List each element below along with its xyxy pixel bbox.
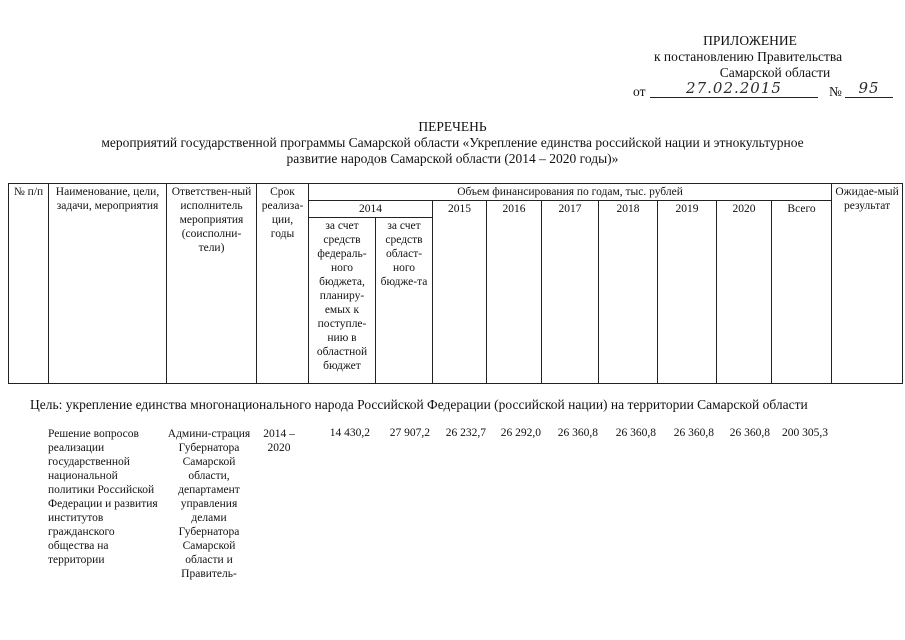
col-result-header: Ожидае-мый результат <box>832 184 903 384</box>
from-label: от <box>633 84 646 99</box>
year-2016-header: 2016 <box>487 201 542 384</box>
appendix-label: ПРИЛОЖЕНИЕ <box>703 33 797 48</box>
signed-date: 27.02.2015 <box>650 79 818 98</box>
year-2014-header: 2014 <box>309 201 433 218</box>
col-responsible-header: Ответствен-ный исполнитель мероприятия (соисполни-тели) <box>167 184 257 384</box>
document-number: 95 <box>845 79 893 98</box>
year-2015-header: 2015 <box>433 201 487 384</box>
number-label: № <box>829 84 842 99</box>
federal-budget-subheader: за счет средств федераль-ного бюджета, планиру-емых к поступле-нию в областной бюджет <box>309 218 376 384</box>
row-term: 2014 – 2020 <box>263 428 295 454</box>
value-2014-regional: 27 907,2 <box>389 427 430 439</box>
year-2018-header: 2018 <box>599 201 658 384</box>
col-number-header: № п/п <box>9 184 49 384</box>
col-term-header: Срок реализа-ции, годы <box>257 184 309 384</box>
region-label: Самарской области <box>719 65 831 80</box>
title-line-2: развитие народов Самарской области (2014 – 2020 годы)» <box>286 151 619 166</box>
value-2014-federal: 14 430,2 <box>329 427 370 439</box>
col-name-header: Наименование, цели, задачи, мероприятия <box>49 184 167 384</box>
col-funding-header: Объем финансирования по годам, тыс. рублей <box>309 184 832 201</box>
value-2017: 26 360,8 <box>557 427 598 439</box>
goal-text: Цель: укрепление единства многонационального народа Российской Федерации (российской нации) на территории Самарской области <box>30 397 808 412</box>
header-table <box>8 183 903 384</box>
regional-budget-subheader: за счет средств област-ного бюдже-та <box>376 218 433 384</box>
row-name: Решение вопросов реализации государственной национальной политики Российской Федерации и развития институтов гражданского общества на территории <box>48 428 158 566</box>
resolution-label: к постановлению Правительства <box>654 49 843 64</box>
value-2019: 26 360,8 <box>673 427 714 439</box>
value-total: 200 305,3 <box>782 427 828 439</box>
title-line-1: мероприятий государственной программы Самарской области «Укрепление единства российской нации и этнокультурное <box>101 135 804 150</box>
value-2015: 26 232,7 <box>445 427 486 439</box>
year-2019-header: 2019 <box>658 201 717 384</box>
year-2020-header: 2020 <box>717 201 772 384</box>
row-responsible: Админи-страция Губернатора Самарской области, департамент управления делами Губернатора Самарской области и Правитель- <box>167 428 251 580</box>
value-2020: 26 360,8 <box>729 427 770 439</box>
total-header: Всего <box>772 201 832 384</box>
value-2016: 26 292,0 <box>500 427 541 439</box>
year-2017-header: 2017 <box>542 201 599 384</box>
value-2018: 26 360,8 <box>615 427 656 439</box>
document-title: ПЕРЕЧЕНЬ <box>418 119 487 134</box>
